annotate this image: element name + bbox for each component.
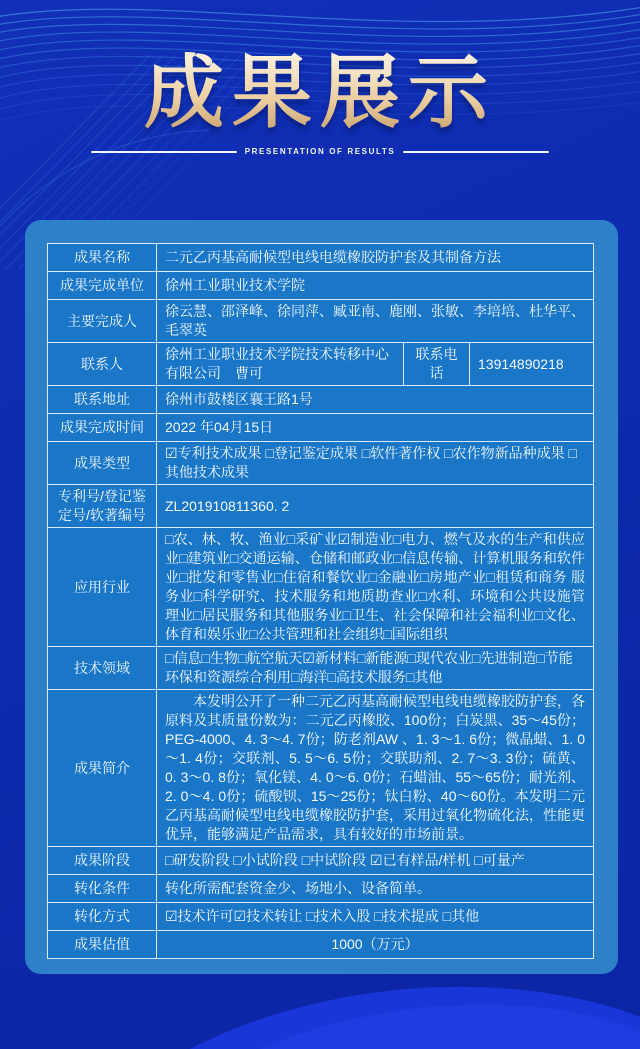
results-table (47, 243, 594, 959)
phone-value: 13914890218 (469, 343, 593, 385)
page-title: 成果展示 (144, 50, 496, 138)
row-label: 成果简介 (74, 759, 130, 776)
phone-label: 联系电话 (403, 343, 469, 385)
subtitle-right-line (403, 151, 549, 153)
content-panel (25, 220, 618, 974)
row-label: 成果估值 (74, 936, 130, 952)
table-row (48, 342, 593, 385)
row-value: 二元乙丙基高耐候型电线电缆橡胶防护套及其制备方法 (156, 244, 593, 271)
table-row (48, 689, 593, 846)
row-value: □信息□生物□航空航天☑新材料□新能源□现代农业□先进制造□节能环保和资源综合利用□海洋□高技术服务□其他 (156, 647, 593, 689)
table-row (48, 646, 593, 689)
row-label: 联系地址 (74, 391, 130, 407)
row-label: 联系人 (81, 355, 123, 372)
table-row (48, 441, 593, 484)
row-label: 技术领域 (74, 659, 130, 676)
table-row (48, 527, 593, 646)
row-value: 徐州工业职业技术学院 (156, 272, 593, 299)
row-label: 应用行业 (74, 578, 130, 595)
page-subtitle: PRESENTATION OF RESULTS (244, 147, 396, 156)
table-row (48, 874, 593, 902)
row-label: 成果阶段 (74, 852, 130, 868)
row-label: 成果名称 (74, 249, 130, 265)
table-row (48, 930, 593, 958)
row-value: ☑专利技术成果 □登记鉴定成果 □软件著作权 □农作物新品种成果 □其他技术成果 (156, 442, 593, 484)
row-value: ☑技术许可☑技术转让 □技术入股 □技术提成 □其他 (156, 903, 593, 930)
row-label: 成果完成时间 (60, 419, 144, 435)
row-label: 转化条件 (74, 880, 130, 896)
row-value: □农、林、牧、渔业□采矿业☑制造业□电力、燃气及水的生产和供应业□建筑业□交通运输、仓储和邮政业□信息传输、计算机服务和软件业□批发和零售业□住宿和餐饮业□金融业□房地产业□租赁和商务 服务业□科学研究、技术服务和地质勘查业□水利、环境和公共设施管理业□居民服务和其他服务业□卫生、社会保障和社会福利业□文化、体育和娱乐业□公共管理和社会组织□国际组织 (156, 528, 593, 646)
row-value: □研发阶段 □小试阶段 □中试阶段 ☑已有样品/样机 □可量产 (156, 847, 593, 874)
row-value: 本发明公开了一种二元乙丙基高耐候型电线电缆橡胶防护套，各原料及其质量份数为：二元乙丙橡胶、100份；白炭黑、35～45份；PEG-4000、4. 3～4. 7份；防老剂AW 、1. 3～1. 6份；微晶蜡、1. 0～1. 4份；交联剂、5. 5～6. 5份；交联助剂、2. 7～3. 3份；硫黄、0. 3～0. 8份；氧化镁、4. 0～6. 0份；石蜡油、55～65份；耐光剂、2. 0～4. 0份；硫酸钡、15～25份；钛白粉、40～60份。本发明二元乙丙基高耐候型电线电缆橡胶防护套，采用过氧化物硫化法，性能更优异，能够满足产品需求，具有较好的市场前景。 (156, 690, 593, 846)
table-row (48, 299, 593, 342)
table-row (48, 846, 593, 874)
row-value: 转化所需配套资金少、场地小、设备简单。 (156, 875, 593, 902)
row-value: 1000（万元） (156, 931, 593, 958)
row-label: 专利号/登记鉴定号/软著编号 (58, 488, 146, 523)
table-row (48, 244, 593, 271)
table-row (48, 385, 593, 413)
row-value: 徐州工业职业技术学院技术转移中心有限公司 曹可 (156, 343, 403, 385)
table-row (48, 902, 593, 930)
row-value: 徐云慧、邵泽峰、徐同萍、臧亚南、鹿刚、张敏、李培培、杜华平、毛翠英 (156, 300, 593, 342)
row-value: 徐州市鼓楼区襄王路1号 (156, 386, 593, 413)
header (0, 52, 640, 136)
row-value: ZL201910811360. 2 (156, 485, 593, 527)
subtitle-left-line (91, 151, 237, 153)
table-row (48, 484, 593, 527)
row-label: 成果类型 (74, 454, 130, 471)
subtitle-row (0, 147, 640, 156)
row-label: 主要完成人 (67, 312, 137, 329)
row-value: 2022 年04月15日 (156, 414, 593, 441)
table-row (48, 413, 593, 441)
row-label: 转化方式 (74, 908, 130, 924)
table-row (48, 271, 593, 299)
row-label: 成果完成单位 (60, 277, 144, 293)
